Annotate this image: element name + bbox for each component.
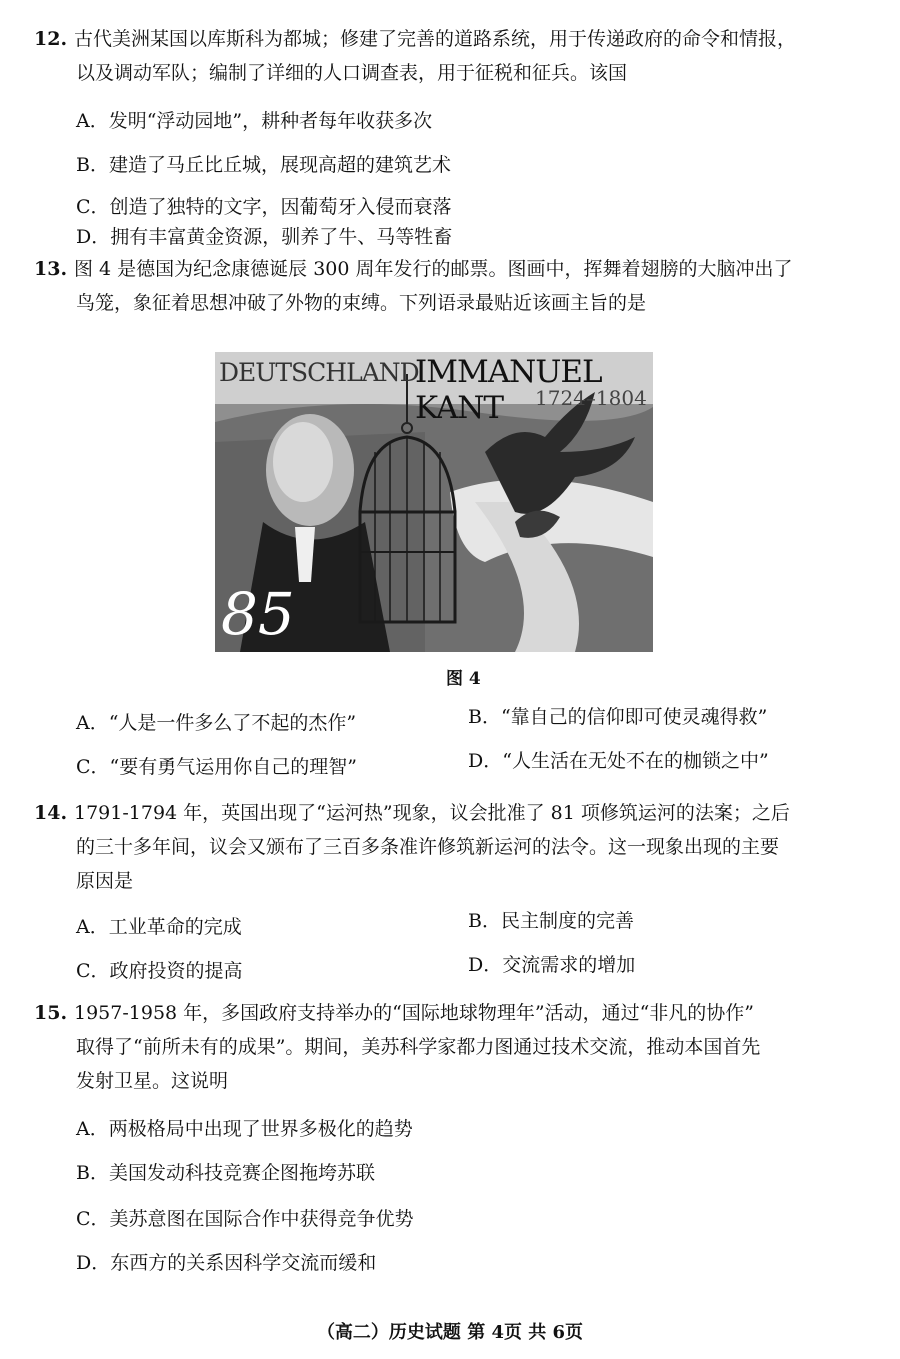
stamp-value-label: 85 — [221, 580, 295, 648]
option-d: D．交流需求的增加 — [468, 954, 636, 976]
option-a: A．“人是一件多么了不起的杰作” — [76, 712, 357, 734]
option-a: A．发明“浮动园地”，耕种者每年收获多次 — [76, 110, 433, 132]
stem-line: 的三十多年间，议会又颁布了三百多条准许修筑新运河的法令。这一现象出现的主要 — [76, 836, 780, 858]
question-14-stem — [34, 796, 884, 830]
option-d: D．东西方的关系因科学交流而缓和 — [76, 1252, 377, 1274]
option-a: A．两极格局中出现了世界多极化的趋势 — [76, 1118, 413, 1140]
figure-caption: 图 4 — [446, 669, 481, 689]
stem-line: 图 4 是德国为纪念康德诞辰 300 周年发行的邮票。图画中，挥舞着翅膀的大脑冲出了 — [74, 258, 793, 280]
question-15 — [34, 996, 884, 1098]
stem-line: 古代美洲某国以库斯科为都城；修建了完善的道路系统，用于传递政府的命令和情报， — [74, 28, 797, 50]
option-c: C．政府投资的提高 — [76, 960, 243, 982]
option-b: B．美国发动科技竞赛企图拖垮苏联 — [76, 1162, 375, 1184]
question-13-stem — [34, 252, 884, 286]
question-12 — [34, 22, 884, 90]
question-number: 13. — [34, 258, 68, 280]
question-14 — [34, 796, 884, 898]
stem-line: 1791-1794 年，英国出现了“运河热”现象，议会批准了 81 项修筑运河的法案；之后 — [74, 802, 790, 824]
option-b: B．“靠自己的信仰即可使灵魂得救” — [468, 706, 768, 728]
kant-stamp-figure — [215, 352, 653, 652]
stem-line: 以及调动军队；编制了详细的人口调查表，用于征税和征兵。该国 — [76, 62, 628, 84]
question-number: 14. — [34, 802, 68, 824]
stem-line: 原因是 — [76, 870, 134, 892]
option-d: D．拥有丰富黄金资源，驯养了牛、马等牲畜 — [76, 226, 453, 248]
question-12-stem — [34, 22, 884, 56]
stem-line: 发射卫星。这说明 — [76, 1070, 229, 1092]
stamp-name-label: IMMANUEL KANT — [415, 354, 602, 426]
stem-line: 取得了“前所未有的成果”。期间，美苏科学家都力图通过技术交流，推动本国首先 — [76, 1036, 761, 1058]
option-b: B．建造了马丘比丘城，展现高超的建筑艺术 — [76, 154, 451, 176]
option-d: D．“人生活在无处不在的枷锁之中” — [468, 750, 769, 772]
question-number: 15. — [34, 1002, 68, 1024]
stem-line: 鸟笼，象征着思想冲破了外物的束缚。下列语录最贴近该画主旨的是 — [76, 292, 647, 314]
option-c: C．创造了独特的文字，因葡萄牙入侵而衰落 — [76, 196, 452, 218]
option-c: C．“要有勇气运用你自己的理智” — [76, 756, 357, 778]
stem-line: 1957-1958 年，多国政府支持举办的“国际地球物理年”活动，通过“非凡的协作” — [74, 1002, 755, 1024]
question-15-stem — [34, 996, 884, 1030]
page-footer: （高二）历史试题 第 4页 共 6页 — [316, 1322, 584, 1343]
question-number: 12. — [34, 28, 68, 50]
option-c: C．美苏意图在国际合作中获得竞争优势 — [76, 1208, 414, 1230]
question-13 — [34, 252, 884, 320]
stamp-years-label: 1724–1804 — [535, 386, 647, 410]
option-a: A．工业革命的完成 — [76, 916, 242, 938]
stamp-country-label: DEUTSCHLAND — [219, 358, 419, 387]
option-b: B．民主制度的完善 — [468, 910, 634, 932]
